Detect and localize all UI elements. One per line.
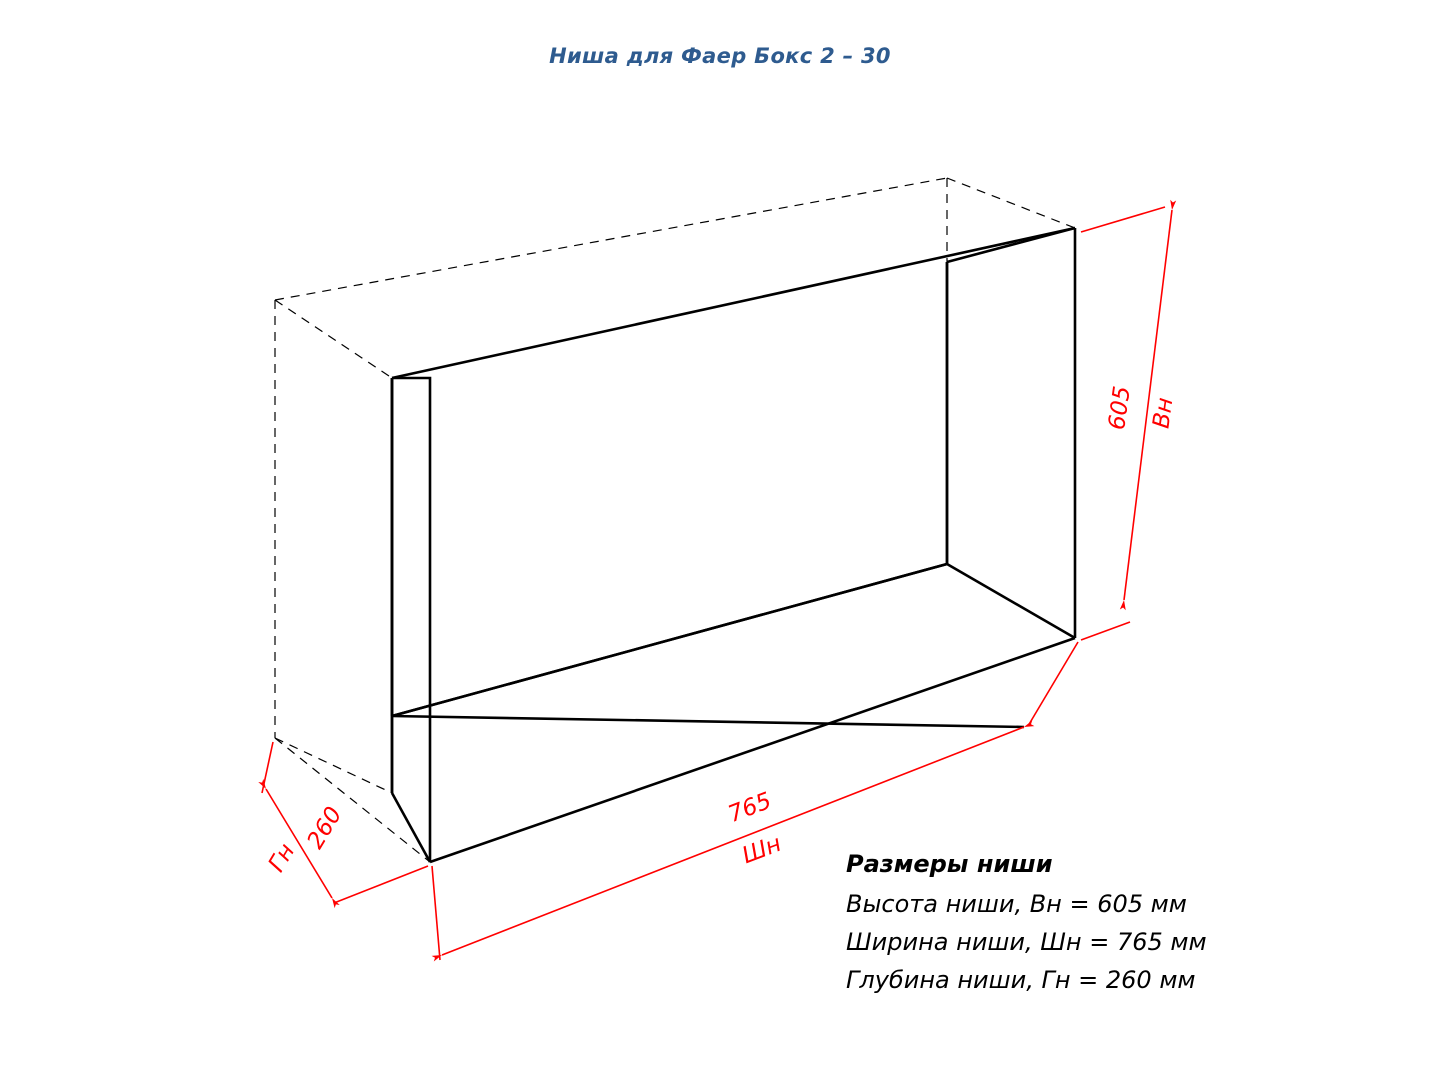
width-dimension-value: 765 bbox=[724, 787, 776, 829]
width-extension-right bbox=[1028, 642, 1078, 726]
legend-heading: Размеры ниши bbox=[846, 850, 1053, 878]
depth-extension-back bbox=[262, 742, 273, 793]
height-dimension-symbol: Вн bbox=[1148, 395, 1179, 431]
legend-line-width: Ширина ниши, Шн = 765 мм bbox=[846, 928, 1207, 956]
depth-dimension-value: 260 bbox=[302, 802, 348, 854]
legend-line-height: Высота ниши, Вн = 605 мм bbox=[846, 890, 1187, 918]
hidden-edges bbox=[275, 178, 1075, 862]
width-extension-left bbox=[432, 866, 440, 960]
legend-line-depth: Глубина ниши, Гн = 260 мм bbox=[846, 966, 1196, 994]
depth-dimension-symbol: Гн bbox=[263, 839, 301, 877]
width-dimension-symbol: Шн bbox=[738, 830, 785, 870]
height-dimension-value: 605 bbox=[1104, 384, 1136, 432]
legend bbox=[846, 845, 1266, 999]
depth-extension-front bbox=[334, 866, 428, 903]
height-extension-top bbox=[1081, 207, 1165, 232]
niche-inner-faces bbox=[392, 262, 947, 716]
visible-edges bbox=[392, 228, 1075, 862]
page-title: Ниша для Фаер Бокс 2 – 30 bbox=[549, 44, 891, 68]
height-extension-bottom bbox=[1081, 622, 1130, 640]
